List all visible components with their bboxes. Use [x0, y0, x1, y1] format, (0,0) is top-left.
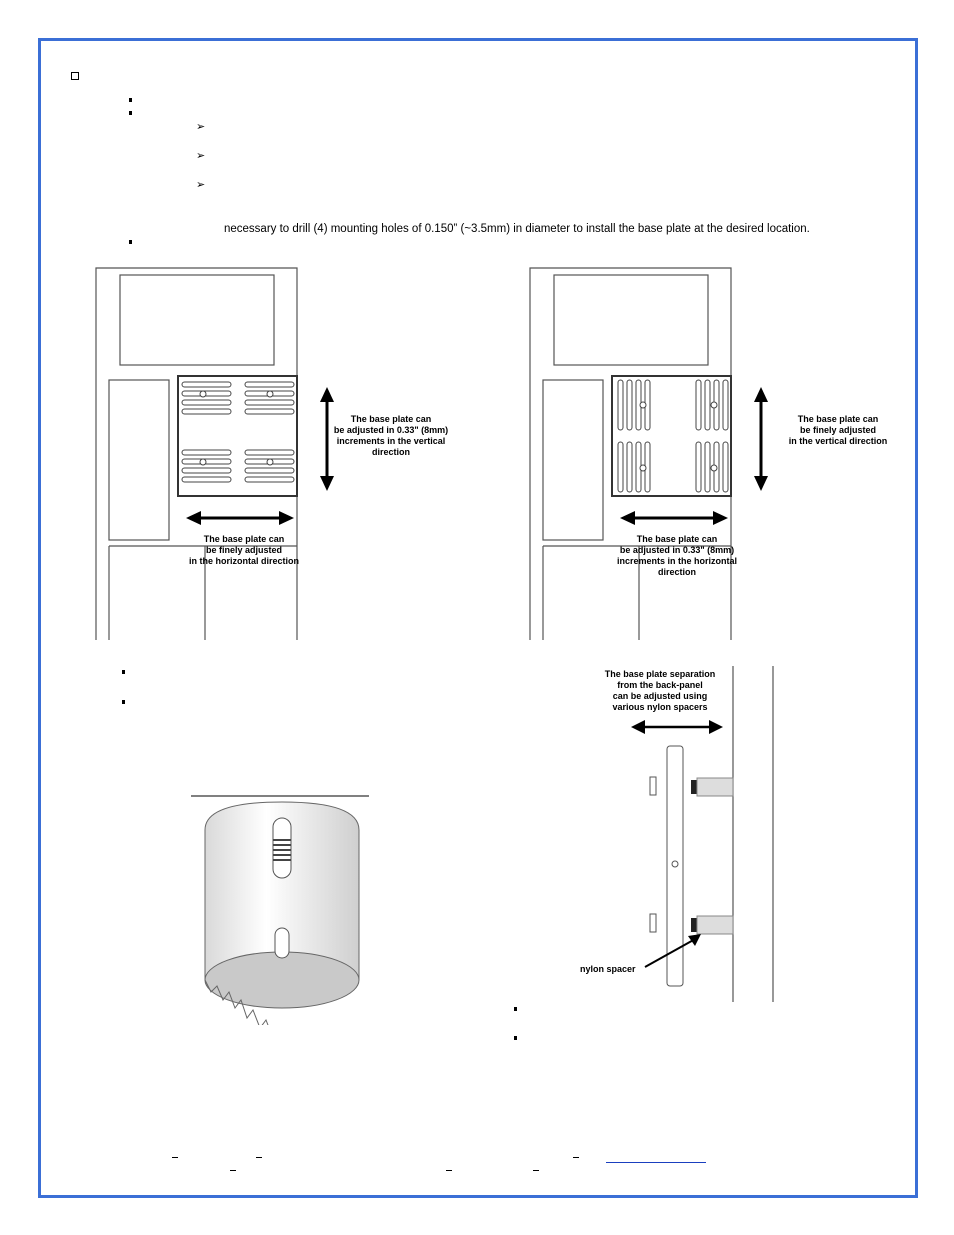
horizontal-adjust-label-line: in the horizontal direction [189, 556, 299, 566]
vertical-adjust-label-line: in the vertical direction [788, 436, 888, 446]
footer-mark [172, 1157, 178, 1158]
list-bullet [514, 1036, 517, 1040]
arrow-bullet-icon: ➢ [196, 150, 206, 162]
arrow-bullet-icon: ➢ [196, 179, 206, 191]
horizontal-adjust-label-line: direction [657, 567, 697, 577]
hole-saw-illustration [185, 790, 375, 1025]
list-bullet [122, 670, 125, 674]
separation-label-line: from the back-panel [617, 680, 703, 690]
side-view-spacer-diagram [575, 662, 785, 1007]
mounting-holes-text: necessary to drill (4) mounting holes of 0.150” (~3.5mm) in diameter to install the base plate at the desired location. [224, 223, 810, 235]
horizontal-adjust-label-line: be finely adjusted [205, 545, 283, 555]
footer-link-underline[interactable] [606, 1162, 706, 1163]
list-bullet [129, 111, 132, 115]
list-bullet [514, 1007, 517, 1011]
separation-label-line: various nylon spacers [612, 702, 708, 712]
list-bullet [129, 240, 132, 244]
separation-label-line: The base plate separation [604, 669, 716, 679]
right-base-plate-diagram [524, 262, 914, 642]
vertical-adjust-label-line: direction [371, 447, 411, 457]
arrow-bullet-icon: ➢ [196, 121, 206, 133]
list-bullet [129, 98, 132, 102]
footer-mark [573, 1157, 579, 1158]
left-base-plate-diagram [90, 262, 490, 642]
nylon-spacer-label: nylon spacer [580, 964, 636, 974]
vertical-adjust-label-line: The base plate can [350, 414, 432, 424]
vertical-adjust-label-line: increments in the vertical [336, 436, 446, 446]
separation-label-line: can be adjusted using [612, 691, 708, 701]
footer-mark [230, 1170, 236, 1171]
footer-mark [533, 1170, 539, 1171]
footer-mark [256, 1157, 262, 1158]
vertical-adjust-label-line: be finely adjusted [799, 425, 877, 435]
vertical-adjust-label-line: The base plate can [797, 414, 879, 424]
list-bullet [122, 700, 125, 704]
horizontal-adjust-label-line: be adjusted in 0.33" (8mm) [619, 545, 735, 555]
checkbox-bullet [71, 72, 79, 80]
horizontal-adjust-label-line: increments in the horizontal [616, 556, 738, 566]
horizontal-adjust-label-line: The base plate can [203, 534, 285, 544]
footer-mark [446, 1170, 452, 1171]
vertical-adjust-label-line: be adjusted in 0.33" (8mm) [333, 425, 449, 435]
horizontal-adjust-label-line: The base plate can [636, 534, 718, 544]
